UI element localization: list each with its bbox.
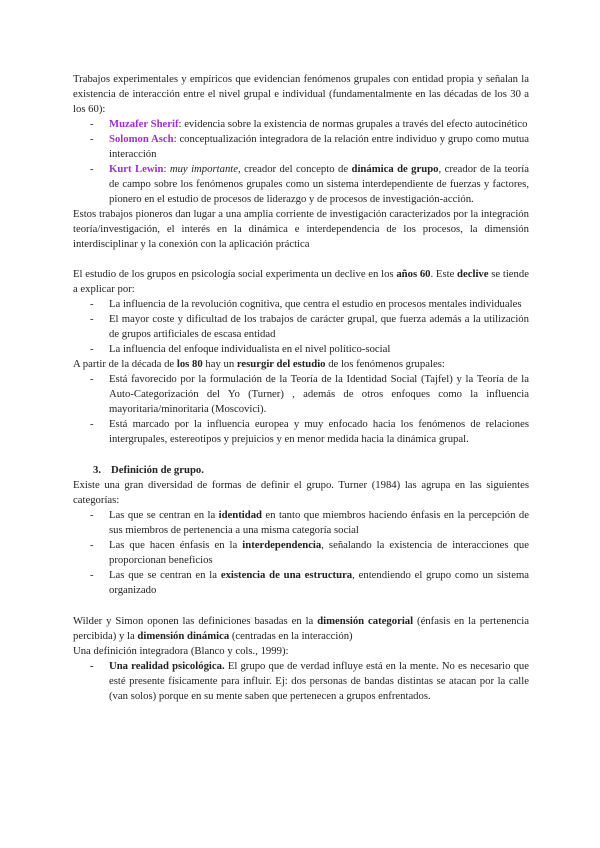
intro-paragraph: Trabajos experimentales y empíricos que evidencian fenómenos grupales con entidad propia y señalan la existencia de interacción entre el nivel grupal e individual (fundamentalmente en las décadas de los 30 a los 60): <box>73 73 529 115</box>
dash-marker: - <box>90 313 94 325</box>
decline-paragraph: El estudio de los grupos en psicología social experimenta un declive en los años 60. Este declive se tiende a explicar por: <box>73 268 529 295</box>
wilder-simon-paragraph: Wilder y Simon oponen las definiciones basadas en la dimensión categorial (énfasis en la pertenencia percibida) y la dimensión dinámica (centradas en la interacción) <box>73 615 529 642</box>
section-heading: 3. Definición de grupo. <box>93 464 204 476</box>
dash-marker: - <box>90 660 94 672</box>
list-item: - La influencia de la revolución cognitiva, que centra el estudio en procesos mentales individuales <box>90 298 522 310</box>
list-item: - La influencia del enfoque individualista en el nivel político-social <box>90 343 391 355</box>
decline-list <box>73 297 529 357</box>
list-item: - Está marcado por la influencia europea y muy enfocado hacia los fenómenos de relaciones intergrupales, estereotipos y prejuicios y en menor medida hacia la dinámica grupal. <box>90 418 529 445</box>
dash-marker: - <box>90 373 94 385</box>
researcher-name: Muzafer Sherif <box>109 118 179 130</box>
pioneer-paragraph: Estos trabajos pioneros dan lugar a una amplia corriente de investigación caracterizados por la integración teoría/investigación, el interés en la dinámica e interdependencia de los procesos, la dimensión interdisciplinar y la conexión con la aplicación práctica <box>73 208 529 250</box>
dash-marker: - <box>90 539 94 551</box>
list-item: - Las que se centran en la existencia de una estructura, entendiendo el grupo como un sistema organizado <box>90 569 530 596</box>
list-item: - Una realidad psicológica. El grupo que de verdad influye está en la mente. No es necesario que esté presente físicamente para influir. Ej: dos personas de bandas distintas se atacan por la calle (van solos) porque en su mente saben que pertenecen a grupos enfrentados. <box>90 660 530 702</box>
list-item: - Kurt Lewin: muy importante, creador del concepto de dinámica de grupo, creador de la teoría de campo sobre los fenómenos grupales como un sistema interdependiente de fuerzas y factores, pionero en el estudio de procesos de liderazgo y de procesos de investigación-acción. <box>90 163 529 205</box>
dash-marker: - <box>90 509 94 521</box>
dash-marker: - <box>90 569 94 581</box>
dash-marker: - <box>90 418 94 430</box>
definition-paragraph: Existe una gran diversidad de formas de definir el grupo. Turner (1984) las agrupa en las siguientes categorías: <box>73 479 529 506</box>
categories-list <box>73 508 529 598</box>
list-item: - Solomon Asch: conceptualización integradora de la relación entre individuo y grupo como mutua interacción <box>90 133 530 160</box>
dash-marker: - <box>90 298 94 310</box>
list-item: - Está favorecido por la formulación de la Teoría de la Identidad Social (Tajfel) y la Teoría de la Auto-Categorización del Yo (Turner) , además de otros enfoques como la influencia mayoritaria/minoritaria (Moscovici). <box>90 373 529 415</box>
researcher-name: Kurt Lewin <box>109 163 164 175</box>
list-item: - Las que se centran en la identidad en tanto que miembros haciendo énfasis en la percepción de sus miembros de pertenencia a una misma categoría social <box>90 509 529 536</box>
list-item: - Muzafer Sherif: evidencia sobre la existencia de normas grupales a través del efecto autocinético <box>90 118 528 130</box>
list-item: - Las que hacen énfasis en la interdependencia, señalando la existencia de interacciones que proporcionan beneficios <box>90 539 530 566</box>
resurgence-paragraph: A partir de la década de los 80 hay un resurgir del estudio de los fenómenos grupales: <box>73 358 445 370</box>
resurgence-list <box>73 372 529 447</box>
list-item: - El mayor coste y dificultad de los trabajos de carácter grupal, que fuerza además a la utilización de grupos artificiales de escasa entidad <box>90 313 529 340</box>
integrative-definition-intro: Una definición integradora (Blanco y cols., 1999): <box>73 645 289 657</box>
dash-marker: - <box>90 133 94 145</box>
researchers-list <box>73 117 529 207</box>
dash-marker: - <box>90 163 94 175</box>
researcher-name: Solomon Asch <box>109 133 174 145</box>
dash-marker: - <box>90 118 94 130</box>
document-page <box>73 72 529 704</box>
dash-marker: - <box>90 343 94 355</box>
integrative-list <box>73 659 529 704</box>
